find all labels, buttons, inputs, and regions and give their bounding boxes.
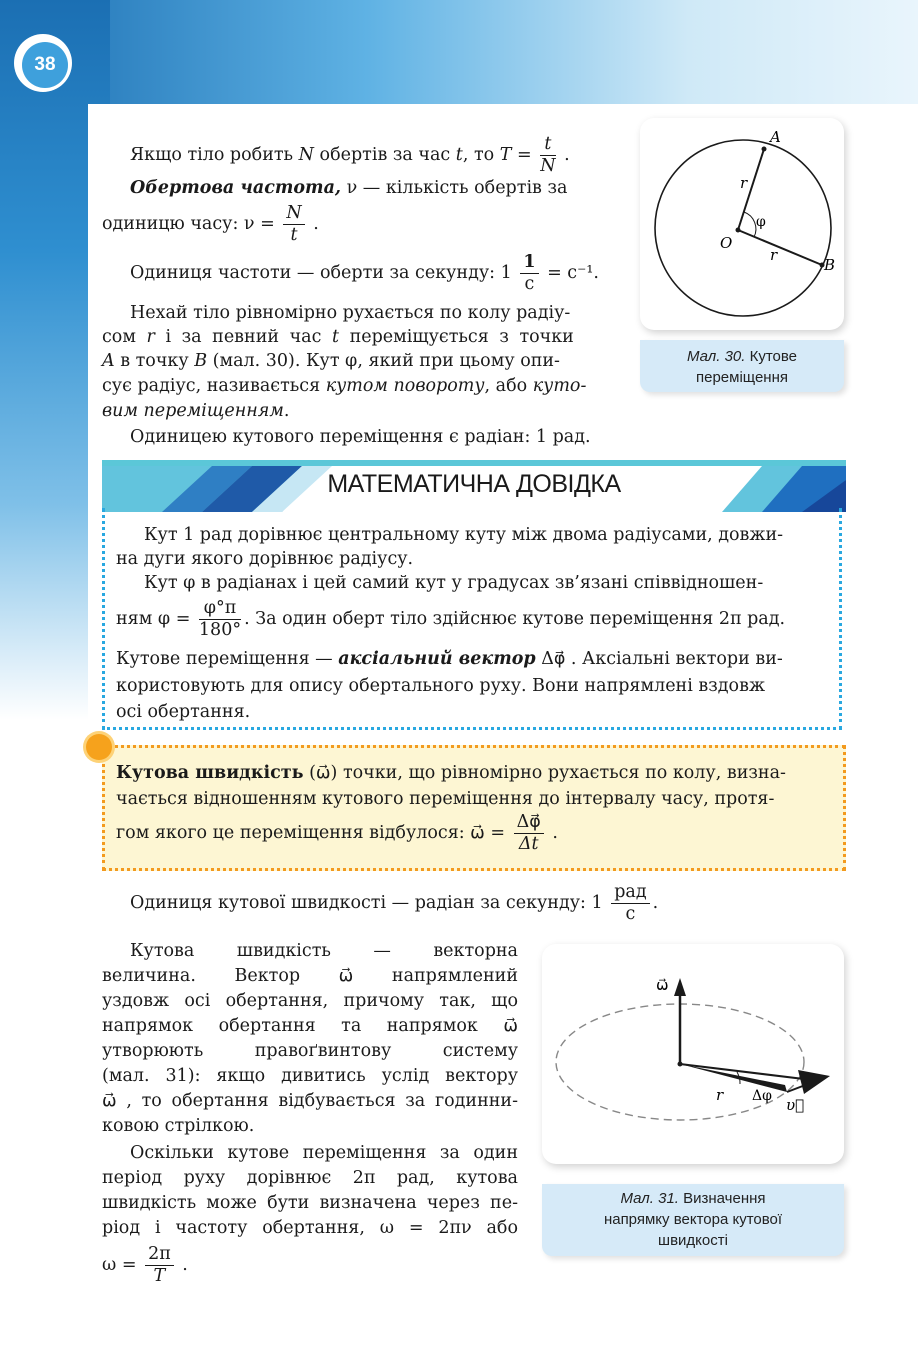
text: і за певний час <box>154 327 332 347</box>
text: ν — кількість обертів за <box>341 178 568 198</box>
caption-label: Мал. 31. <box>620 1190 679 1207</box>
frequency-definition <box>130 175 567 201</box>
fraction <box>283 203 304 246</box>
paragraph-line: уздовж осі обертання, причому так, що <box>102 991 518 1011</box>
text: обертів за час <box>313 145 456 165</box>
numerator: φ°π <box>199 598 241 620</box>
fraction <box>514 812 544 855</box>
text: . <box>546 823 558 843</box>
page-number: 38 <box>22 42 68 88</box>
text: = с⁻¹. <box>541 263 599 283</box>
denominator: N <box>540 156 556 176</box>
paragraph-line: Кутова швидкість — векторна <box>130 941 518 961</box>
text: , або <box>484 376 533 396</box>
omega-arrowhead <box>674 978 686 996</box>
paragraph-line <box>102 348 560 374</box>
fraction <box>199 598 241 641</box>
term: Кутова швидкість <box>116 763 304 783</box>
caption-text: швидкості <box>658 1232 728 1249</box>
text: t <box>331 327 339 347</box>
label-omega: ω⃗ <box>656 976 669 994</box>
text: . <box>652 893 659 913</box>
frequency-unit-line <box>130 252 599 295</box>
caption-text: напрямку вектора кутової <box>603 1211 783 1228</box>
header-background <box>0 0 918 110</box>
text: . <box>283 401 290 421</box>
paragraph-line: швидкість може бути визначена через пе- <box>102 1193 518 1213</box>
text: аксіальний вектор <box>338 649 536 669</box>
text: в точку <box>114 351 195 371</box>
text: A <box>102 351 115 371</box>
text: одиницю часу: ν = <box>102 214 281 234</box>
text: (мал. 30). Кут φ, який при цьому опи- <box>207 351 560 371</box>
paragraph-line: напрямок обертання та напрямок ω⃗ <box>102 1016 518 1036</box>
math-line: Кут φ в радіанах і цей самий кут у градусах зв’язані співвідношен- <box>144 573 764 593</box>
paragraph-line: ω⃗ , то обертання відбувається за годинни- <box>102 1091 518 1111</box>
text: Одиниця кутової швидкості — радіан за секунду: 1 <box>130 893 609 913</box>
label-r-upper: r <box>740 174 748 192</box>
denominator: Δt <box>518 834 539 854</box>
label-r: r <box>716 1086 724 1104</box>
caption-text: Кутове <box>745 348 798 365</box>
numerator: 2π <box>145 1244 174 1266</box>
fraction <box>611 882 649 925</box>
caption-text: Визначення <box>678 1190 766 1207</box>
paragraph-line: ковою стрілкою. <box>102 1116 255 1136</box>
numerator: t <box>540 134 555 156</box>
label-o: O <box>720 234 733 252</box>
paragraph-line: (мал. 31): якщо дивитись услід вектору <box>102 1066 518 1086</box>
denominator: t <box>290 225 298 245</box>
definition-line <box>116 760 786 786</box>
label-v: υ⃗ <box>786 1096 805 1114</box>
text: вим переміщенням <box>102 401 284 421</box>
sun-icon <box>86 734 112 760</box>
text: T <box>499 145 512 165</box>
paragraph-line: Нехай тіло рівномірно рухається по колу радіу- <box>130 303 571 323</box>
paragraph-line: Одиницею кутового переміщення є радіан: 1 рад. <box>130 427 591 447</box>
denominator: с <box>625 904 636 924</box>
text: сом <box>102 327 147 347</box>
math-line: осі обертання. <box>116 702 251 722</box>
angular-velocity-unit-line <box>130 882 658 925</box>
text: Δφ⃗ . Аксіальні вектори ви- <box>535 649 783 669</box>
figure-31-card <box>542 944 844 1164</box>
math-line: користовують для опису обертального руху. Вони напрямлені вздовж <box>116 676 766 696</box>
numerator: N <box>283 203 304 225</box>
caption-text: переміщення <box>696 369 788 386</box>
label-b: B <box>824 256 836 274</box>
text: гом якого це переміщення відбулося: ω⃗ = <box>116 823 511 843</box>
denominator: с <box>524 274 535 294</box>
paragraph-line: утворюють правоґвинтову систему <box>102 1041 518 1061</box>
label-phi: φ <box>756 214 766 230</box>
math-line: на дуги якого дорівнює радіусу. <box>116 549 414 569</box>
text: Одиниця частоти — оберти за секунду: 1 <box>130 263 518 283</box>
point-a <box>762 147 767 152</box>
figure-31-caption <box>542 1184 844 1256</box>
text: B <box>194 351 208 371</box>
denominator: T <box>153 1266 166 1286</box>
circle <box>655 140 831 316</box>
text: . <box>307 214 319 234</box>
fraction <box>145 1244 174 1287</box>
figure-30-card <box>640 118 844 330</box>
center-point <box>678 1062 683 1067</box>
paragraph-line: величина. Вектор ω⃗ напрямлений <box>102 966 518 986</box>
definition-line: чається відношенням кутового переміщення до інтервалу часу, протя- <box>116 789 775 809</box>
text: t <box>455 145 463 165</box>
numerator: Δφ⃗ <box>514 812 544 834</box>
text: переміщується з точки <box>339 327 574 347</box>
paragraph-line <box>102 398 289 424</box>
velocity-arrowhead <box>798 1070 830 1094</box>
paragraph-line: Оскільки кутове переміщення за один <box>130 1143 518 1163</box>
fraction <box>520 252 538 295</box>
term: Обертова частота, <box>130 178 342 198</box>
figure-30-caption <box>640 340 844 392</box>
angular-displacement-diagram <box>640 118 844 330</box>
text: ω = <box>102 1255 143 1275</box>
label-r-lower: r <box>770 246 778 264</box>
text: сує радіус, називається <box>102 376 326 396</box>
numerator: рад <box>611 882 649 904</box>
text: , то <box>462 145 500 165</box>
banner-top-strip <box>102 460 846 466</box>
text: N <box>298 145 314 165</box>
math-line <box>116 646 783 672</box>
numerator: 1 <box>520 252 538 274</box>
text: куто- <box>532 376 587 396</box>
frequency-formula-line <box>102 203 319 246</box>
center-point <box>736 228 741 233</box>
denominator: 180° <box>198 620 242 640</box>
text: . <box>558 145 570 165</box>
paragraph-line: період руху дорівнює 2π рад, кутова <box>102 1168 518 1188</box>
label-delta-phi: Δφ <box>752 1088 772 1104</box>
text: кутом повороту <box>325 376 485 396</box>
radius-ob <box>738 230 822 265</box>
math-reference-title: МАТЕМАТИЧНА ДОВІДКА <box>327 470 621 498</box>
text: . За один оберт тіло здійснює кутове переміщення 2π рад. <box>244 609 786 629</box>
text: Якщо тіло робить <box>130 145 299 165</box>
text: (ω⃗) точки, що рівномірно рухається по колу, визна- <box>303 763 786 783</box>
text: r <box>146 327 155 347</box>
label-a: A <box>770 128 781 146</box>
definition-line <box>116 812 558 855</box>
math-line <box>116 598 785 641</box>
paragraph-line <box>102 373 586 399</box>
period-formula-line <box>130 134 570 177</box>
text: . <box>176 1255 188 1275</box>
paragraph-line: ріод і частоту обертання, ω = 2πν або <box>102 1218 518 1238</box>
text: Кутове переміщення — <box>116 649 339 669</box>
paragraph-line <box>102 1244 188 1287</box>
math-line: Кут 1 рад дорівнює центральному куту між двома радіусами, довжи- <box>144 525 784 545</box>
fraction <box>540 134 555 177</box>
caption-label: Мал. 30. <box>686 348 746 365</box>
text: = <box>511 145 538 165</box>
paragraph-line <box>102 324 574 350</box>
angular-velocity-diagram <box>542 944 844 1164</box>
text: ням φ = <box>116 609 196 629</box>
